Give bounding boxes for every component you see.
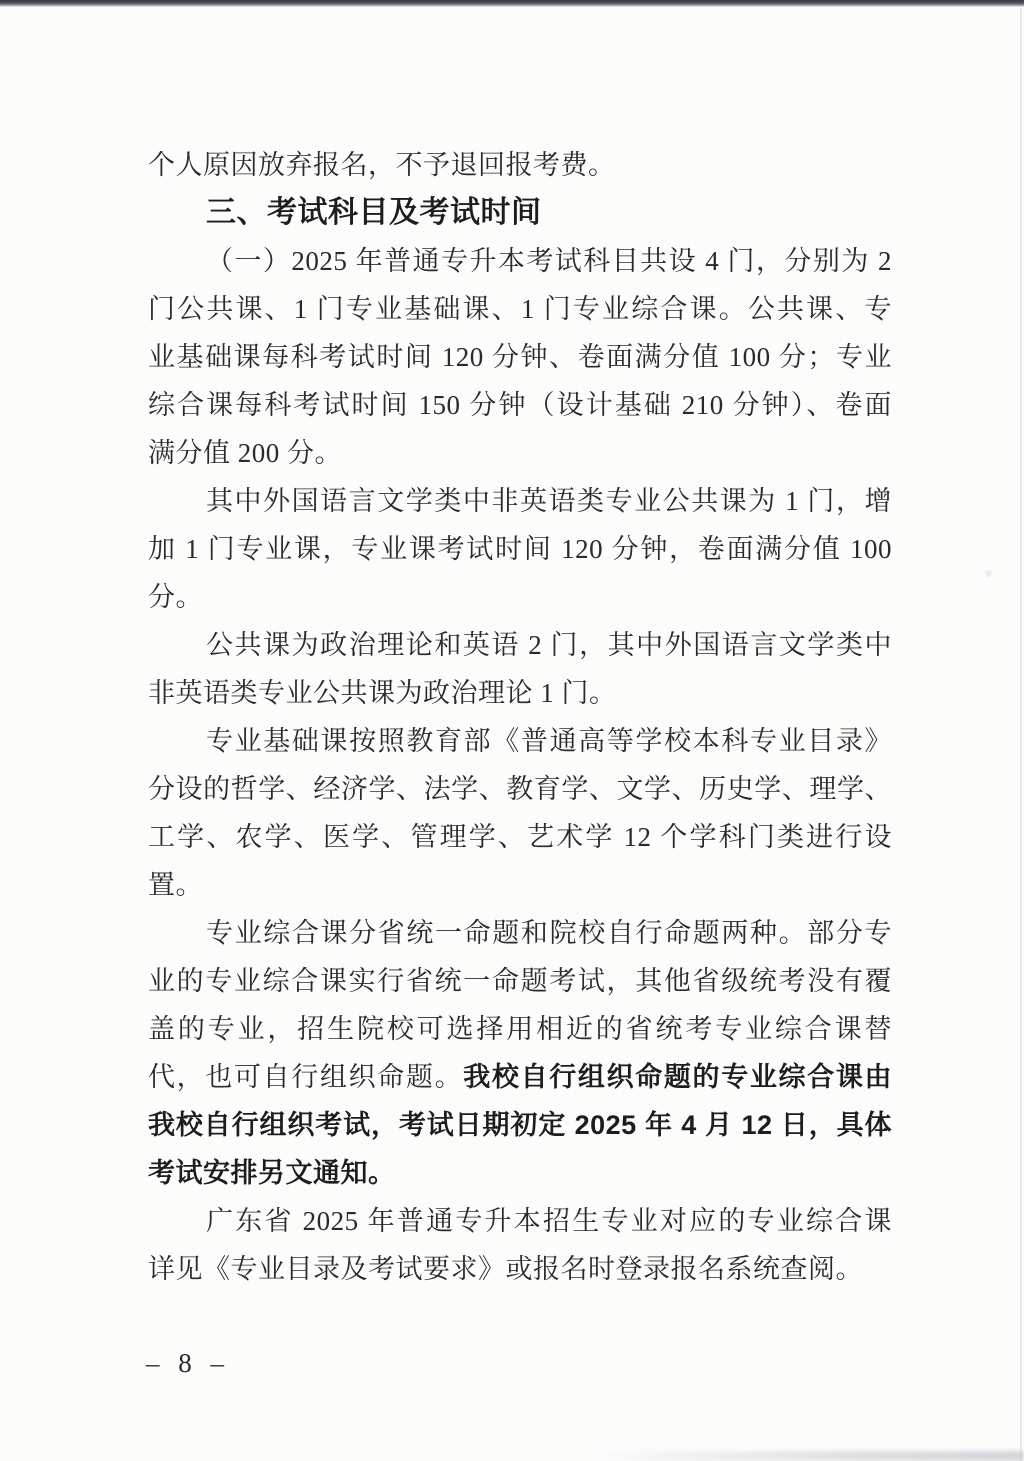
text-segment: 业基础课每科考试时间 120 分钟、卷面满分值 100 分；专业: [148, 342, 892, 372]
text-line: [148, 1101, 892, 1149]
text-line: [148, 525, 892, 573]
text-line: [148, 285, 892, 333]
text-line: [148, 477, 892, 525]
text-segment: 满分值 200 分。: [148, 438, 342, 468]
text-segment: 广东省 2025 年普通专升本招生专业对应的专业综合课: [206, 1206, 892, 1236]
text-line: [148, 669, 892, 717]
text-segment: 公共课为政治理论和英语 2 门，其中外国语言文学类中: [206, 630, 892, 660]
text-segment: 其中外国语言文学类中非英语类专业公共课为 1 门，增: [206, 486, 892, 516]
text-line: [148, 1149, 892, 1197]
document-text: [148, 141, 892, 1293]
bold-text-segment: 三、考试科目及考试时间: [206, 196, 542, 229]
text-segment: （一）2025 年普通专升本考试科目共设 4 门，分别为 2: [206, 246, 892, 276]
text-line: [148, 621, 892, 669]
text-line: [148, 429, 892, 477]
text-segment: 盖的专业，招生院校可选择用相近的省统考专业综合课替: [148, 1014, 892, 1044]
text-segment: 加 1 门专业课，专业课考试时间 120 分钟，卷面满分值 100: [148, 534, 892, 564]
text-segment: 综合课每科考试时间 150 分钟（设计基础 210 分钟）、卷面: [148, 390, 892, 420]
scan-right-edge-artifact: [1020, 7, 1022, 1461]
text-segment: 非英语类专业公共课为政治理论 1 门。: [148, 678, 617, 708]
text-line: [148, 141, 892, 189]
text-line: [148, 1053, 892, 1101]
scan-speck-artifact: [985, 570, 992, 577]
bold-text-segment: 我校自行组织考试，考试日期初定 2025 年 4 月 12 日，具体: [148, 1110, 892, 1140]
text-segment: 门公共课、1 门专业基础课、1 门专业综合课。公共课、专: [148, 294, 892, 324]
text-line: [148, 717, 892, 765]
text-line: [148, 381, 892, 429]
text-line: [148, 237, 892, 285]
text-line: [148, 1197, 892, 1245]
text-segment: 代，也可自行组织命题。: [148, 1062, 464, 1092]
text-segment: 详见《专业目录及考试要求》或报名时登录报名系统查阅。: [148, 1254, 863, 1284]
text-line: [148, 909, 892, 957]
text-line: [148, 1005, 892, 1053]
text-segment: 个人原因放弃报名，不予退回报考费。: [148, 150, 616, 180]
text-segment: 分设的哲学、经济学、法学、教育学、文学、历史学、理学、: [148, 774, 892, 804]
text-segment: 业的专业综合课实行省统一命题考试，其他省级统考没有覆: [148, 966, 892, 996]
bold-text-segment: 我校自行组织命题的专业综合课由: [463, 1062, 893, 1092]
text-segment: 置。: [148, 870, 203, 900]
text-segment: 专业基础课按照教育部《普通高等学校本科专业目录》: [206, 726, 892, 756]
text-line: [148, 1245, 892, 1293]
text-line: [148, 813, 892, 861]
bold-text-segment: 考试安排另文通知。: [148, 1158, 396, 1188]
scan-bottom-shadow-artifact: [594, 1451, 1024, 1461]
text-line: [148, 957, 892, 1005]
text-line: [148, 333, 892, 381]
text-segment: 专业综合课分省统一命题和院校自行命题两种。部分专: [206, 918, 892, 948]
section-heading: [148, 189, 892, 237]
text-line: [148, 861, 892, 909]
text-segment: 工学、农学、医学、管理学、艺术学 12 个学科门类进行设: [148, 822, 892, 852]
scan-top-edge-artifact: [0, 0, 1024, 7]
page-number: – 8 –: [146, 1348, 230, 1378]
text-line: [148, 573, 892, 621]
text-line: [148, 765, 892, 813]
text-segment: 分。: [148, 582, 203, 612]
